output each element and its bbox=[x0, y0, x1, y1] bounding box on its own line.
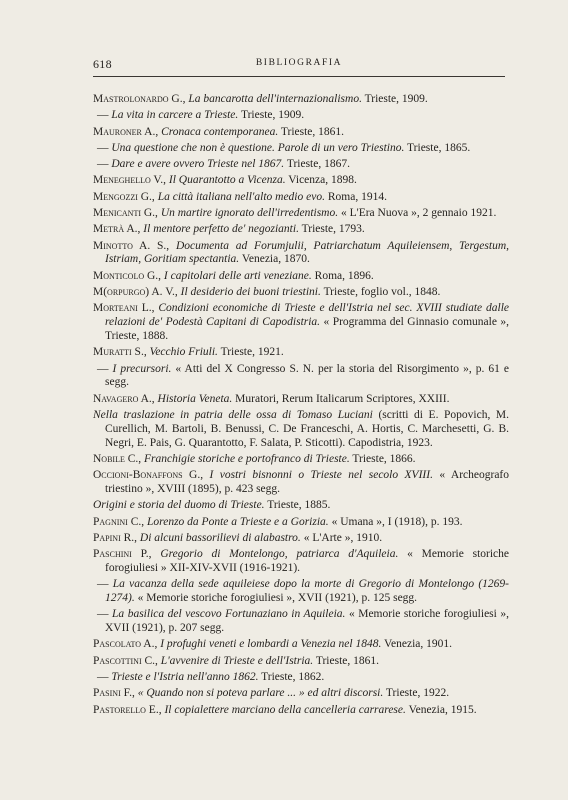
entry-title: La basilica del vescovo Fortunaziano in Aquileia. bbox=[112, 608, 346, 621]
entry-details: Vicenza, 1898. bbox=[288, 174, 357, 187]
entry-details: Venezia, 1870. bbox=[241, 253, 310, 266]
entry-author: Pasini F., bbox=[93, 687, 135, 700]
entry-title: Il mentore perfetto de' negozianti. bbox=[143, 223, 299, 236]
entry-title: La città italiana nell'alto medio evo. bbox=[157, 190, 325, 203]
bibliography-entry bbox=[93, 687, 509, 701]
entry-dash: — bbox=[97, 158, 109, 171]
entry-title: Cronaca contemporanea. bbox=[161, 125, 279, 138]
entry-details: « L'Era Nuova », 2 gennaio 1921. bbox=[340, 207, 497, 220]
page-number: 618 bbox=[93, 57, 112, 71]
entry-details: « Atti del X Congresso S. N. per la storia del Risorgimento », p. 61 e segg. bbox=[105, 362, 509, 389]
entry-title: Vecchio Friuli. bbox=[149, 346, 218, 359]
entry-details: Trieste, 1793. bbox=[301, 223, 365, 236]
entry-author: Navagero A., bbox=[93, 392, 155, 405]
entry-title: I capitolari delle arti veneziane. bbox=[163, 269, 312, 282]
entry-title: La vacanza della sede aquileiese dopo la morte di Gregorio di Montelongo (1269-1274). bbox=[105, 578, 509, 604]
header-rule bbox=[93, 76, 505, 77]
entry-details: Trieste, 1885. bbox=[267, 499, 331, 512]
bibliography-entry bbox=[93, 516, 509, 530]
bibliography-entry bbox=[93, 142, 509, 156]
bibliography-entry bbox=[93, 93, 509, 107]
bibliography-entry bbox=[93, 532, 509, 546]
entry-author: Morteani L., bbox=[93, 302, 155, 315]
entry-dash: — bbox=[97, 670, 109, 683]
bibliography-entry bbox=[93, 126, 509, 140]
entry-details: « Memorie storiche forogiuliesi » XII-XIV-XVII (1916-1921). bbox=[105, 548, 510, 574]
entry-details: « L'Arte », 1910. bbox=[303, 531, 383, 544]
entry-details: Trieste, 1865. bbox=[407, 141, 471, 154]
bibliography-entry bbox=[93, 270, 509, 284]
entry-details: Trieste, 1862. bbox=[261, 670, 325, 683]
bibliography-entry bbox=[93, 346, 509, 360]
entry-author: Nobile C., bbox=[93, 452, 142, 465]
entry-details: Muratori, Rerum Italicarum Scriptores, XXIII. bbox=[235, 392, 450, 405]
bibliography-entry bbox=[93, 393, 509, 407]
entry-details: Trieste, 1922. bbox=[385, 687, 450, 700]
entry-title: Origini e storia del duomo di Trieste. bbox=[93, 499, 265, 512]
entry-title: Lorenzo da Ponte a Trieste e a Gorizia. bbox=[147, 515, 329, 528]
bibliography-entry bbox=[93, 469, 509, 497]
entry-details: Trieste, 1866. bbox=[352, 452, 416, 465]
entry-details: Roma, 1914. bbox=[327, 190, 387, 203]
entry-details: « Umana », I (1918), p. 193. bbox=[331, 515, 463, 528]
entry-dash: — bbox=[97, 362, 109, 375]
entry-details: Roma, 1896. bbox=[314, 269, 374, 282]
bibliography-entry bbox=[93, 174, 509, 188]
entry-title: Il desiderio dei buoni triestini. bbox=[180, 286, 321, 299]
entry-author: Mastrolonardo G., bbox=[93, 93, 186, 105]
bibliography-list bbox=[93, 93, 509, 720]
entry-title: Trieste e l'Istria nell'anno 1862. bbox=[111, 670, 259, 683]
entry-details: « Memorie storiche forogiuliesi », XVII (1921), p. 125 segg. bbox=[137, 592, 418, 604]
entry-author: Mengozzi G., bbox=[93, 190, 155, 203]
bibliography-entry bbox=[93, 655, 509, 669]
bibliography-entry bbox=[93, 223, 509, 237]
entry-author: Menicanti G., bbox=[93, 207, 158, 220]
entry-details: « Memorie storiche forogiuliesi », XVII (1921), p. 207 segg. bbox=[105, 608, 510, 635]
bibliography-entry bbox=[93, 704, 509, 718]
bibliography-entry bbox=[93, 302, 509, 343]
entry-title: Dare e avere ovvero Trieste nel 1867. bbox=[111, 158, 285, 171]
entry-details: Trieste, 1909. bbox=[240, 109, 305, 122]
entry-author: Pagnini C., bbox=[93, 515, 145, 528]
entry-details: (scritti di E. Popovich, M. Curellich, M. Bartoli, B. Benussi, C. De Franceschi, A. Hortis, C. Marchesetti, G. B. Negri, E. Pais, G. Quarantotto, F. Salata, P. Sticotti). Capodistria, 1923. bbox=[105, 408, 509, 449]
entry-title: La vita in carcere a Trieste. bbox=[111, 109, 239, 122]
entry-title: La bancarotta dell'internazionalismo. bbox=[188, 93, 362, 105]
bibliography-entry bbox=[93, 286, 509, 300]
bibliography-entry bbox=[93, 207, 509, 221]
bibliography-entry bbox=[93, 363, 509, 391]
entry-title: Gregorio di Montelongo, patriarca d'Aquileia. bbox=[160, 548, 399, 561]
entry-dash: — bbox=[97, 109, 109, 122]
entry-author: Pastorello E., bbox=[93, 703, 162, 716]
entry-title: Historia Veneta. bbox=[157, 392, 233, 405]
running-title: BIBLIOGRAFIA bbox=[255, 58, 343, 68]
entry-author: Monticolo G., bbox=[93, 269, 162, 282]
entry-title: I profughi veneti e lombardi a Venezia nel 1848. bbox=[160, 638, 382, 651]
entry-author: M(orpurgo) A. V., bbox=[93, 286, 178, 299]
bibliography-entry bbox=[93, 409, 509, 450]
entry-dash: — bbox=[97, 608, 109, 621]
bibliography-entry bbox=[93, 608, 509, 636]
entry-title: Un martire ignorato dell'irredentismo. bbox=[160, 207, 339, 220]
entry-title: Nella traslazione in patria delle ossa di Tomaso Luciani bbox=[93, 408, 373, 421]
entry-title: Una questione che non è questione. Parole di un vero Triestino. bbox=[111, 141, 405, 154]
entry-title: Condizioni economiche di Trieste e dell'Istria nel sec. XVIII studiate dalle relazioni de' Podestà Capitani di Capodistria. bbox=[105, 302, 510, 329]
entry-title: I vostri bisnonni o Trieste nel secolo XVIII. bbox=[209, 469, 433, 482]
entry-title: L'avvenire di Trieste e dell'Istria. bbox=[160, 654, 314, 667]
bibliography-entry bbox=[93, 453, 509, 467]
entry-details: Venezia, 1901. bbox=[384, 638, 453, 651]
entry-details: « Programma del Ginnasio comunale », Trieste, 1888. bbox=[105, 316, 510, 342]
entry-dash: — bbox=[97, 578, 109, 591]
entry-author: Occioni-Bonaffons G., bbox=[93, 469, 204, 482]
bibliography-entry bbox=[93, 240, 509, 268]
bibliography-entry bbox=[93, 548, 509, 576]
entry-title: « Quando non si poteva parlare ... » ed altri discorsi. bbox=[137, 687, 384, 700]
entry-author: Mauroner A., bbox=[93, 125, 159, 138]
entry-title: Documenta ad Forumjulii, Patriarchatum Aquileiensem, Tergestum, Istriam, Goritiam spectantia. bbox=[105, 239, 509, 266]
page-header bbox=[93, 57, 505, 77]
entry-title: I precursori. bbox=[112, 362, 172, 375]
entry-title: Il copialettere marciano della cancelleria carrarese. bbox=[164, 703, 406, 716]
entry-details: Trieste, foglio vol., 1848. bbox=[323, 286, 441, 299]
bibliography-entry bbox=[93, 671, 509, 685]
entry-author: Minotto A. S., bbox=[93, 239, 170, 252]
entry-author: Meneghello V., bbox=[93, 174, 167, 187]
bibliography-entry bbox=[93, 638, 509, 652]
entry-details: Trieste, 1909. bbox=[364, 93, 428, 105]
entry-details: Venezia, 1915. bbox=[408, 703, 477, 716]
entry-author: Paschini P., bbox=[93, 548, 152, 561]
entry-author: Papini R., bbox=[93, 531, 138, 544]
entry-details: « Archeografo triestino », XVIII (1895), p. 423 segg. bbox=[105, 469, 510, 495]
entry-author: Muratti S., bbox=[93, 346, 147, 359]
entry-title: Il Quarantotto a Vicenza. bbox=[168, 174, 286, 187]
bibliography-entry bbox=[93, 499, 509, 513]
entry-dash: — bbox=[97, 141, 109, 154]
bibliography-entry bbox=[93, 158, 509, 172]
entry-details: Trieste, 1921. bbox=[220, 346, 284, 359]
entry-details: Trieste, 1861. bbox=[315, 654, 379, 667]
entry-title: Franchigie storiche e portofranco di Trieste. bbox=[144, 452, 350, 465]
entry-title: Di alcuni bassorilievi di alabastro. bbox=[139, 531, 301, 544]
entry-details: Trieste, 1867. bbox=[286, 158, 350, 171]
entry-author: Metrà A., bbox=[93, 223, 141, 236]
entry-author: Pascottini C., bbox=[93, 654, 158, 667]
bibliography-entry bbox=[93, 109, 509, 123]
entry-details: Trieste, 1861. bbox=[280, 125, 345, 138]
entry-author: Pascolato A., bbox=[93, 638, 158, 651]
bibliography-entry bbox=[93, 191, 509, 205]
bibliography-entry bbox=[93, 578, 509, 606]
